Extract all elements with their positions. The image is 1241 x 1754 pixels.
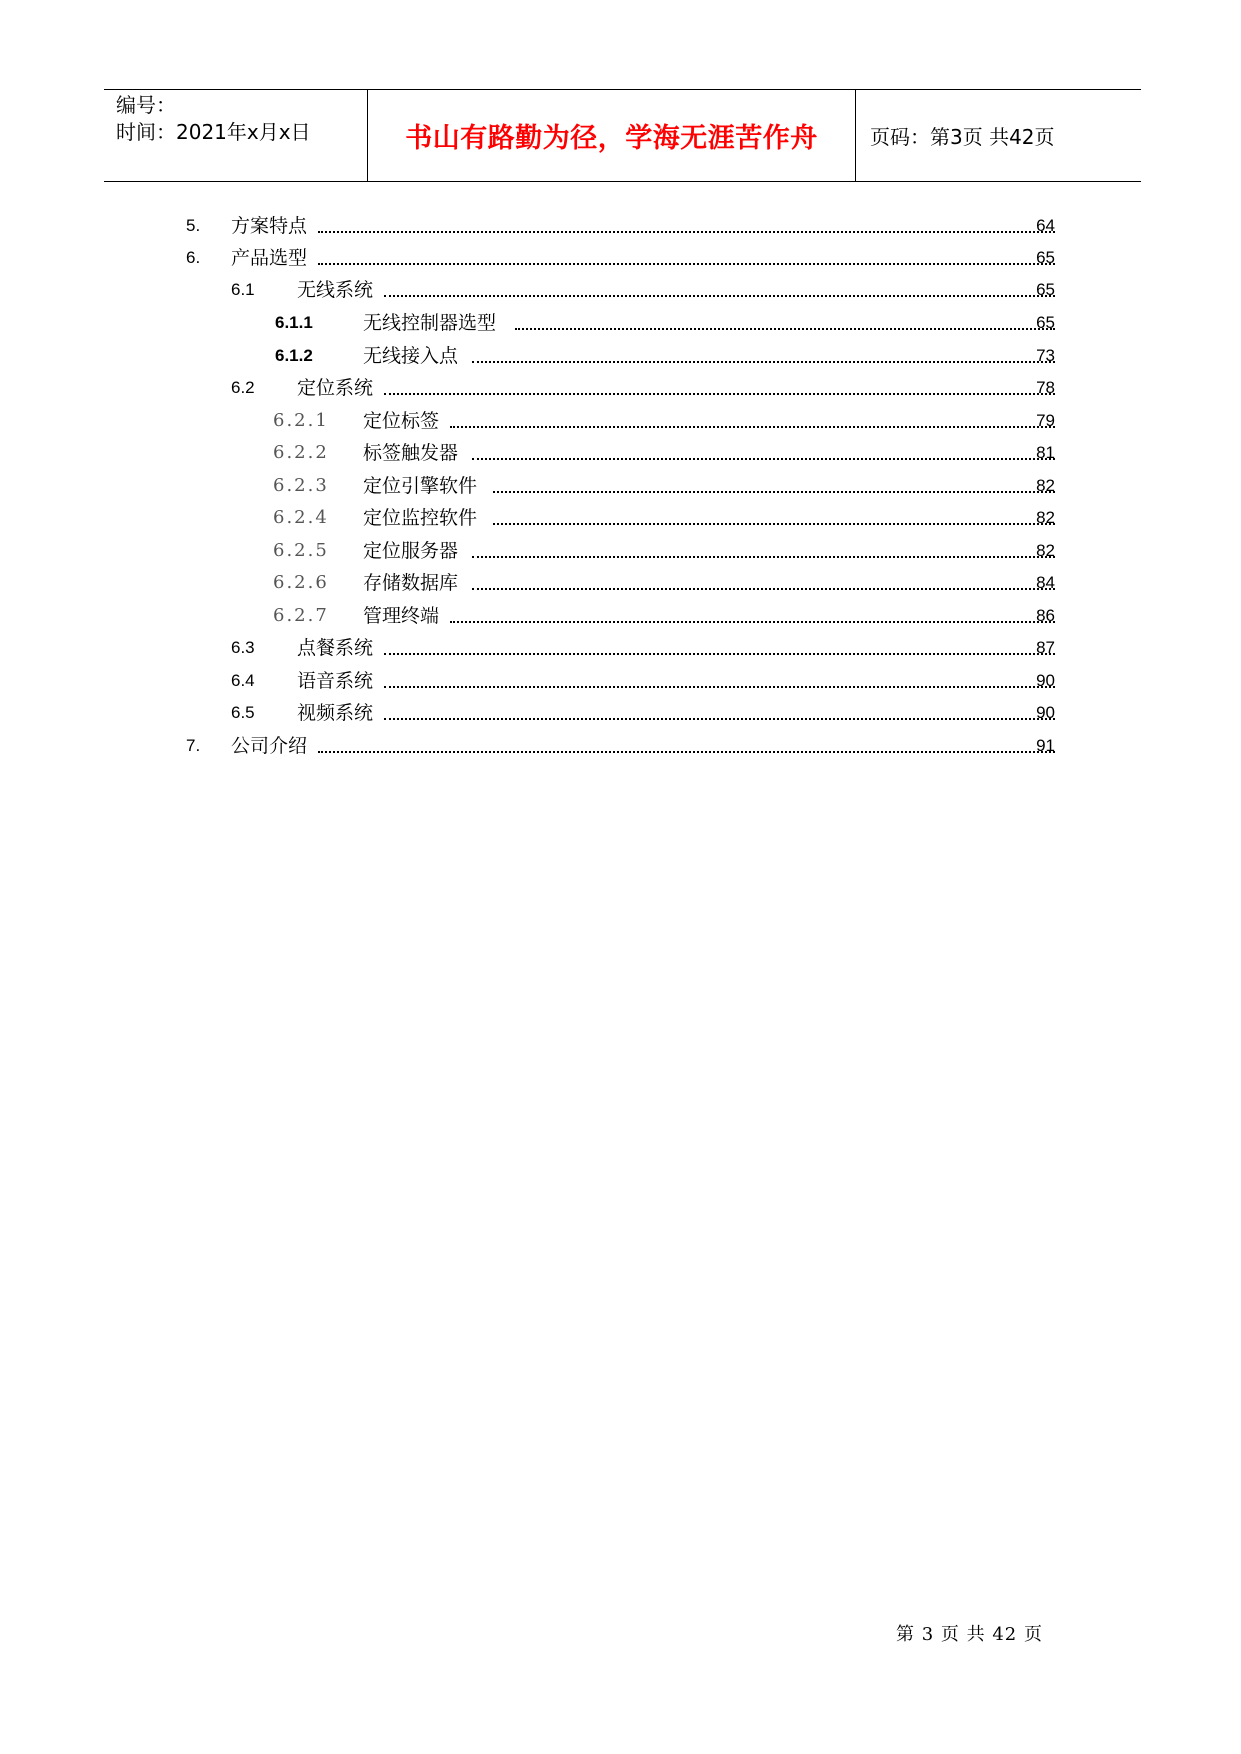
toc-entry-title: 定位监控软件 [363, 503, 480, 533]
page-header [104, 89, 1141, 182]
toc-entry-number: 6. [186, 248, 201, 267]
toc-entry[interactable]: 6.2.7 管理终端 86 [0, 601, 1241, 631]
toc-leader-dots [472, 438, 1055, 468]
toc-entry-title: 方案特点 [231, 211, 310, 241]
toc-entry[interactable]: 7. 公司介绍 91 [0, 731, 1241, 761]
toc-entry-number: 6.2.6 [273, 572, 329, 593]
toc-entry-title: 无线控制器选型 [363, 308, 499, 338]
toc-entry-number: 6.2.7 [273, 605, 329, 626]
toc-leader-dots [493, 471, 1055, 501]
toc-entry-number: 6.2.1 [273, 410, 329, 431]
toc-entry[interactable]: 6.2.1 定位标签 79 [0, 406, 1241, 436]
toc-entry[interactable]: 6.1.2 无线接入点 73 [0, 341, 1241, 371]
toc-entry-title: 定位标签 [363, 406, 442, 436]
header-right-cell [856, 90, 1141, 181]
toc-leader-dots [318, 243, 1055, 273]
toc-leader-dots [318, 211, 1055, 241]
toc-entry-title: 标签触发器 [363, 438, 461, 468]
toc-entry[interactable]: 6.2.6 存储数据库 84 [0, 568, 1241, 598]
toc-entry-title: 点餐系统 [297, 633, 376, 663]
toc-entry[interactable]: 6.2.3 定位引擎软件 82 [0, 471, 1241, 501]
toc-entry-number: 7. [186, 736, 201, 755]
document-time-label: 时间：2021年x月x日 [116, 120, 311, 144]
toc-leader-dots [515, 308, 1055, 338]
toc-leader-dots [384, 666, 1055, 696]
toc-entry-title: 管理终端 [363, 601, 442, 631]
toc-leader-dots [493, 503, 1055, 533]
toc-leader-dots [384, 698, 1055, 728]
toc-entry-number: 6.1 [231, 280, 255, 299]
header-page-info: 页码：第3页 共42页 [870, 125, 1055, 149]
page-footer: 第 3 页 共 42 页 [896, 1624, 1043, 1645]
toc-leader-dots [384, 633, 1055, 663]
toc-leader-dots [318, 731, 1055, 761]
toc-entry-title: 定位系统 [297, 373, 376, 403]
toc-entry-number: 6.2.4 [273, 507, 329, 528]
toc-entry-title: 视频系统 [297, 698, 376, 728]
toc-entry[interactable]: 6.2.4 定位监控软件 82 [0, 503, 1241, 533]
toc-entry[interactable]: 6.1.1 无线控制器选型 65 [0, 308, 1241, 338]
toc-entry-number: 5. [186, 216, 201, 235]
toc-leader-dots [384, 373, 1055, 403]
toc-entry[interactable]: 6.4 语音系统 90 [0, 666, 1241, 696]
document-number-label: 编号： [116, 93, 176, 117]
toc-entry-title: 语音系统 [297, 666, 376, 696]
toc-leader-dots [472, 536, 1055, 566]
toc-entry[interactable]: 6.2.5 定位服务器 82 [0, 536, 1241, 566]
toc-entry[interactable]: 5. 方案特点 64 [0, 211, 1241, 241]
toc-entry-title: 产品选型 [231, 243, 310, 273]
toc-leader-dots [450, 406, 1055, 436]
header-middle-cell [368, 90, 856, 181]
toc-entry-title: 定位服务器 [363, 536, 461, 566]
toc-entry-title: 定位引擎软件 [363, 471, 480, 501]
toc-entry-number: 6.5 [231, 703, 255, 722]
header-motto: 书山有路勤为径，学海无涯苦作舟 [405, 123, 818, 154]
toc-entry[interactable]: 6. 产品选型 65 [0, 243, 1241, 273]
header-left-cell [104, 90, 368, 181]
toc-entry-number: 6.2.2 [273, 442, 329, 463]
toc-leader-dots [472, 568, 1055, 598]
toc-entry-number: 6.4 [231, 671, 255, 690]
toc-entry-number: 6.2.3 [273, 475, 329, 496]
toc-entry[interactable]: 6.1 无线系统 65 [0, 275, 1241, 305]
toc-leader-dots [384, 275, 1055, 305]
toc-leader-dots [450, 601, 1055, 631]
toc-entry-number: 6.3 [231, 638, 255, 657]
toc-entry-title: 无线系统 [297, 275, 376, 305]
toc-leader-dots [472, 341, 1055, 371]
toc-entry[interactable]: 6.2.2 标签触发器 81 [0, 438, 1241, 468]
toc-entry-title: 无线接入点 [363, 341, 461, 371]
toc-entry-title: 存储数据库 [363, 568, 461, 598]
toc-entry-number: 6.2.5 [273, 540, 329, 561]
toc-entry-number: 6.1.1 [275, 313, 313, 332]
toc-entry-title: 公司介绍 [231, 731, 310, 761]
toc-entry[interactable]: 6.2 定位系统 78 [0, 373, 1241, 403]
toc-entry[interactable]: 6.5 视频系统 90 [0, 698, 1241, 728]
toc-entry-number: 6.2 [231, 378, 255, 397]
toc-entry[interactable]: 6.3 点餐系统 87 [0, 633, 1241, 663]
toc-entry-number: 6.1.2 [275, 346, 313, 365]
